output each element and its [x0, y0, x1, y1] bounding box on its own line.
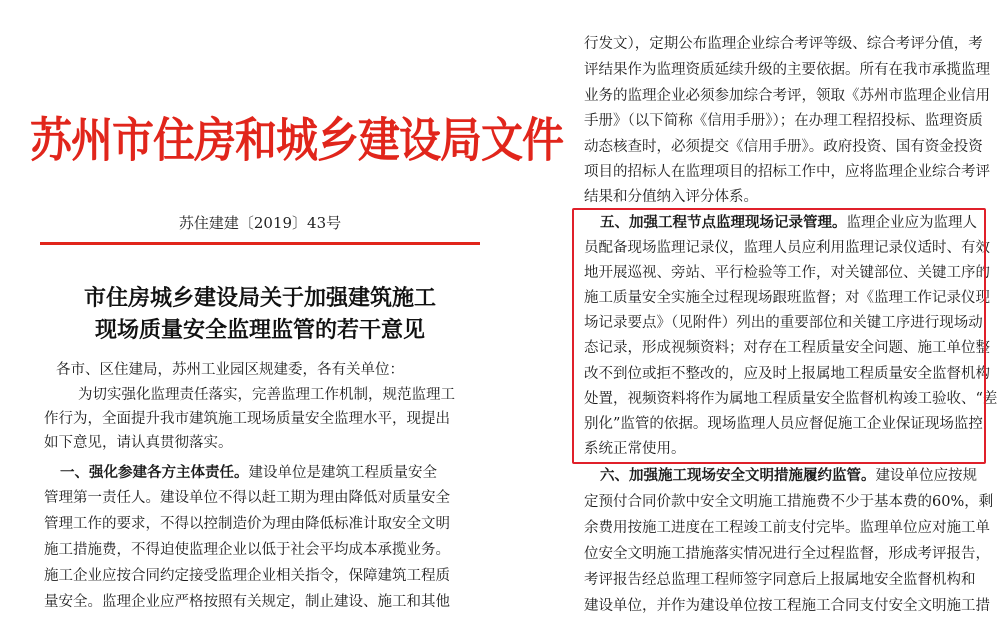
section5-line: 场记录要点》（见附件）列出的重要部位和关键工序进行现场动	[584, 315, 983, 331]
agency-title: 苏州市住房和城乡建设局文件	[30, 112, 564, 168]
title-line-2: 现场质量安全监理监管的若干意见	[94, 317, 425, 343]
section1-first-line	[60, 463, 437, 483]
section1-text: 建设单位是建筑工程质量安全	[248, 465, 437, 481]
section1-line: 管理工作的要求，不得以控制造价为理由降低标准计取安全文明	[44, 516, 450, 532]
section5-text: 监理企业应为监理人	[846, 215, 977, 231]
paragraph-line: 项目的招标人在监理项目的招标工作中，应将监理企业综合考评	[584, 164, 990, 180]
section5-line: 地开展巡视、旁站、平行检验等工作，对关键部位、关键工序的	[584, 265, 990, 281]
title-line-1: 市住房城乡建设局关于加强建筑施工	[83, 285, 436, 311]
section6-line: 余费用按施工进度在工程竣工前支付完毕。监理单位应对施工单	[584, 520, 990, 536]
section6-heading: 六、加强施工现场安全文明措施履约监管。	[600, 467, 876, 484]
paragraph-line: 动态核查时，必须提交《信用手册》。政府投资、国有资金投资	[584, 139, 983, 155]
section6-line: 建设单位，并作为建设单位按工程施工合同支付安全文明施工措	[584, 598, 990, 614]
red-divider	[40, 242, 480, 245]
section6-text: 建设单位应按规	[875, 468, 977, 484]
section6-first-line	[600, 466, 977, 486]
section1-heading: 一、强化参建各方主体责任。	[60, 464, 249, 481]
section5-line: 态记录，形成视频资料；对存在工程质量安全问题、施工单位整	[584, 340, 990, 356]
section5-line: 员配备现场监理记录仪，监理人员应利用监理记录仪适时、有效	[584, 240, 990, 256]
section1-line: 量安全。监理企业应严格按照有关规定，制止建设、施工和其他	[44, 594, 450, 610]
document-number: 苏住建建〔2019〕43号	[178, 214, 342, 232]
section5-line: 系统正常使用。	[584, 441, 686, 457]
section1-line: 管理第一责任人。建设单位不得以赶工期为理由降低对质量安全	[44, 490, 450, 506]
paragraph-line: 手册》（以下简称《信用手册》）；在办理工程招投标、监理资质	[584, 113, 983, 129]
addressee: 各市、区住建局，苏州工业园区规建委，各有关单位：	[56, 362, 404, 378]
intro-line: 为切实强化监理责任落实，完善监理工作机制，规范监理工	[78, 387, 455, 403]
section6-line: 定预付合同价款中安全文明施工措施费不少于基本费的60%，剩	[584, 494, 994, 510]
section5-highlight-box	[572, 208, 986, 464]
section6-line: 位安全文明施工措施落实情况进行全过程监督，形成考评报告，	[584, 546, 990, 562]
intro-line: 作行为，全面提升我市建筑施工现场质量安全监理水平，现提出	[44, 411, 450, 427]
document-title	[40, 282, 480, 346]
intro-line: 如下意见，请认真贯彻落实。	[44, 435, 233, 451]
paragraph-line: 评结果作为监理资质延续升级的主要依据。所有在我市承揽监理	[584, 62, 990, 78]
paragraph-line: 行发文），定期公布监理企业综合考评等级、综合考评分值，考	[584, 36, 983, 52]
paragraph-line: 结果和分值纳入评分体系。	[584, 189, 758, 205]
section1-line: 施工措施费，不得迫使监理企业以低于社会平均成本承揽业务。	[44, 542, 450, 558]
section5-line: 改不到位或拒不整改的，应及时上报属地工程质量安全监督机构	[584, 366, 990, 382]
section1-line: 施工企业应按合同约定接受监理企业相关指令，保障建筑工程质	[44, 568, 450, 584]
section5-line: 别化”监管的依据。现场监理人员应督促施工企业保证现场监控	[584, 416, 983, 432]
paragraph-line: 业务的监理企业必须参加综合考评，领取《苏州市监理企业信用	[584, 88, 990, 104]
section5-line: 施工质量安全实施全过程现场跟班监督；对《监理工作记录仪现	[584, 290, 990, 306]
section6-line: 考评报告经总监理工程师签字同意后上报属地安全监督机构和	[584, 572, 976, 588]
section5-line: 处置，视频资料将作为属地工程质量安全监督机构竣工验收、“差	[584, 391, 998, 407]
section5-heading: 五、加强工程节点监理现场记录管理。	[600, 214, 847, 231]
